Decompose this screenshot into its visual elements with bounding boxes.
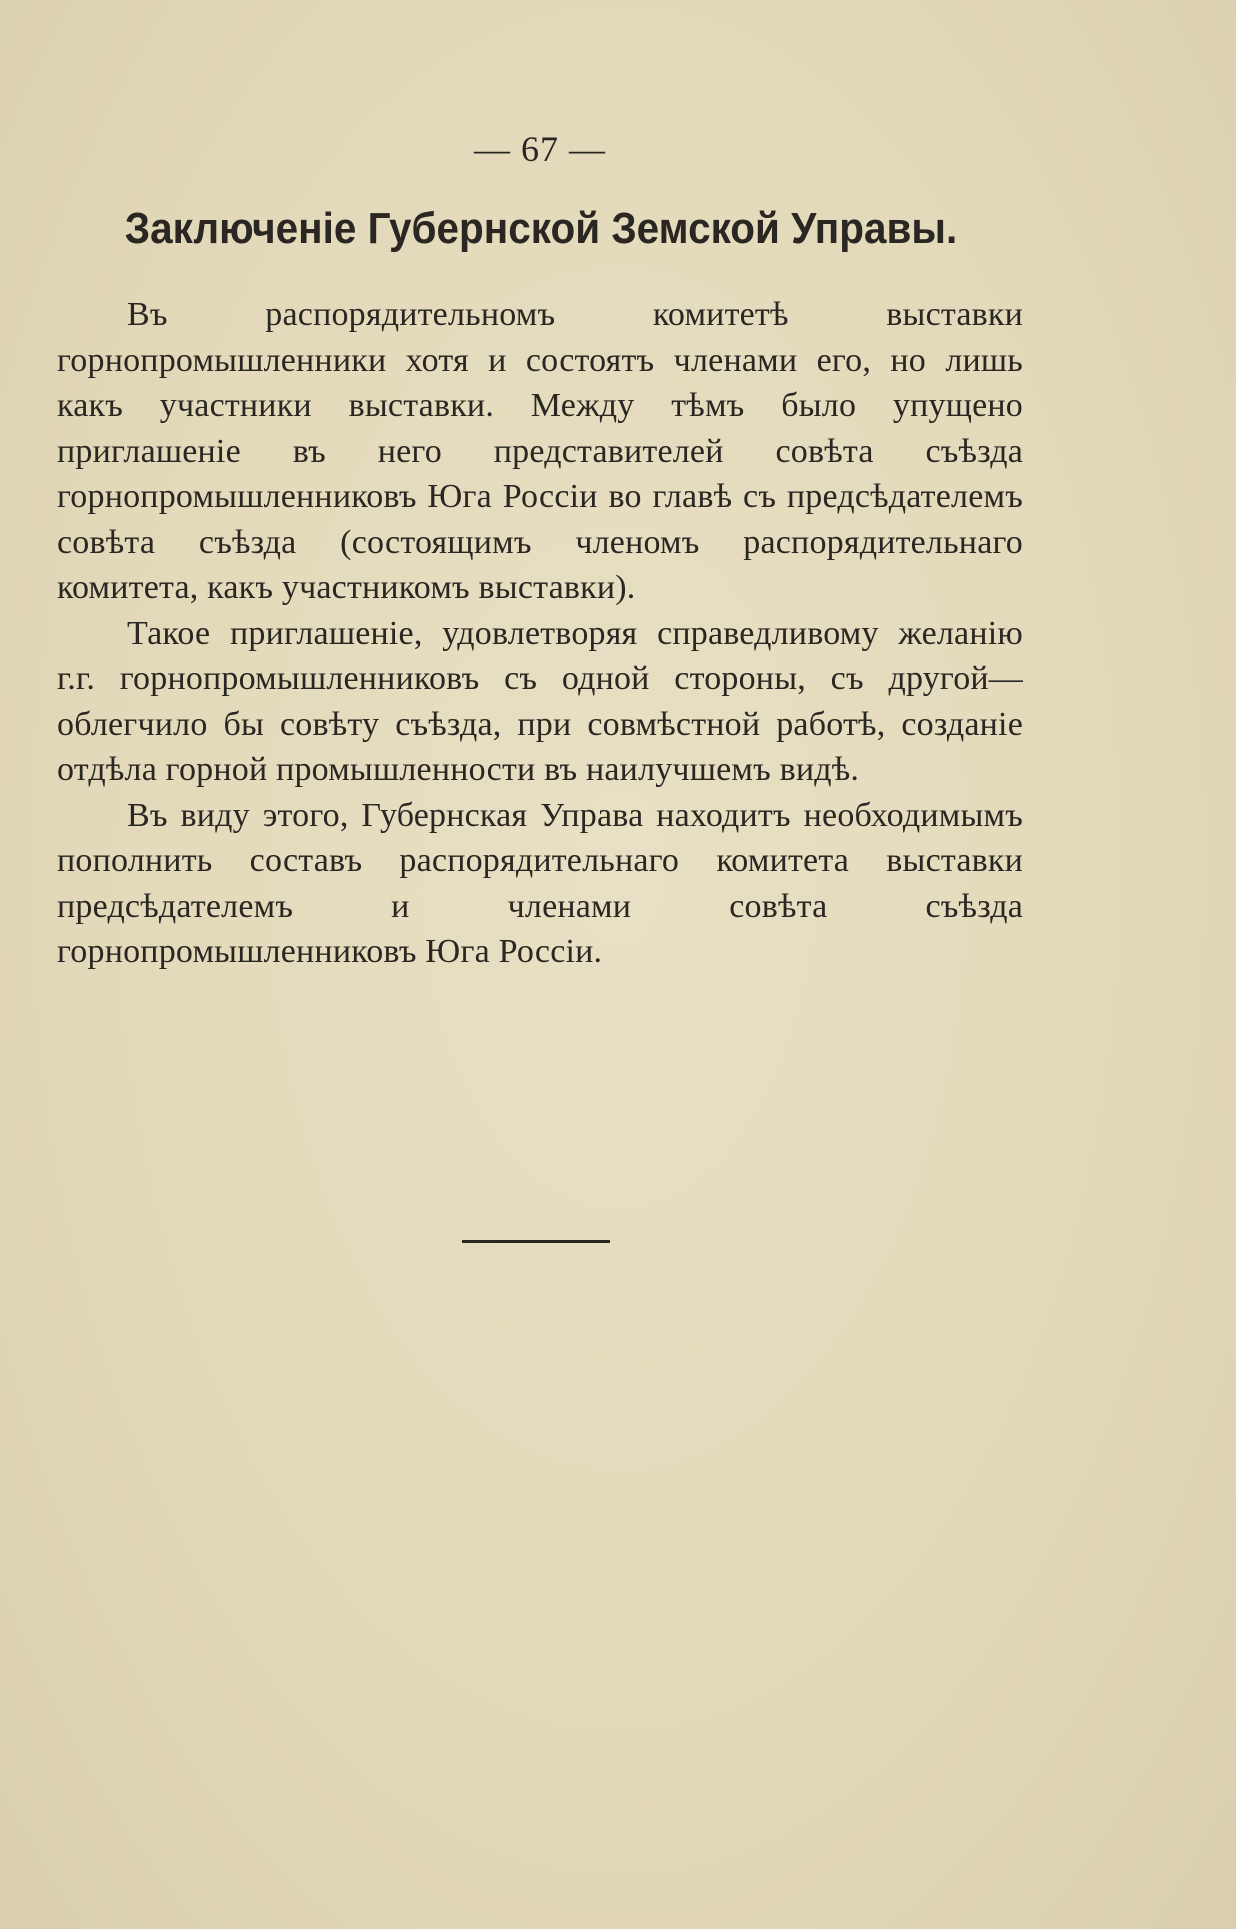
separator-rule (462, 1240, 610, 1243)
paragraph: Въ виду этого, Губернская Управа находитъ необходимымъ пополнить составъ распорядительнаго комитета выставки предсѣдателемъ и членами совѣта съѣзда горнопромышленниковъ Юга Россіи. (57, 796, 1023, 970)
paragraph: Такое приглашеніе, удовлетворяя справедливому желанію г.г. горнопромышленниковъ съ одной стороны, съ другой—облегчило бы совѣту съѣзда, при совмѣстной работѣ, созданіе отдѣла горной промышленности въ наилучшемъ видѣ. (57, 614, 1023, 788)
paragraph: Въ распорядительномъ комитетѣ выставки горнопромышленники хотя и состоятъ членами его, но лишь какъ участники выставки. Между тѣмъ было упущено приглашеніе въ него представителей совѣта съѣзда горнопромышленниковъ Юга Россіи во главѣ съ предсѣдателемъ совѣта съѣзда (состоящимъ членомъ распорядительнаго комитета, какъ участникомъ выставки). (57, 296, 1023, 606)
section-heading: Заключеніе Губернской Земской Управы. (124, 204, 958, 253)
page-number: — 67 — (474, 129, 606, 169)
body-text (57, 292, 1023, 975)
